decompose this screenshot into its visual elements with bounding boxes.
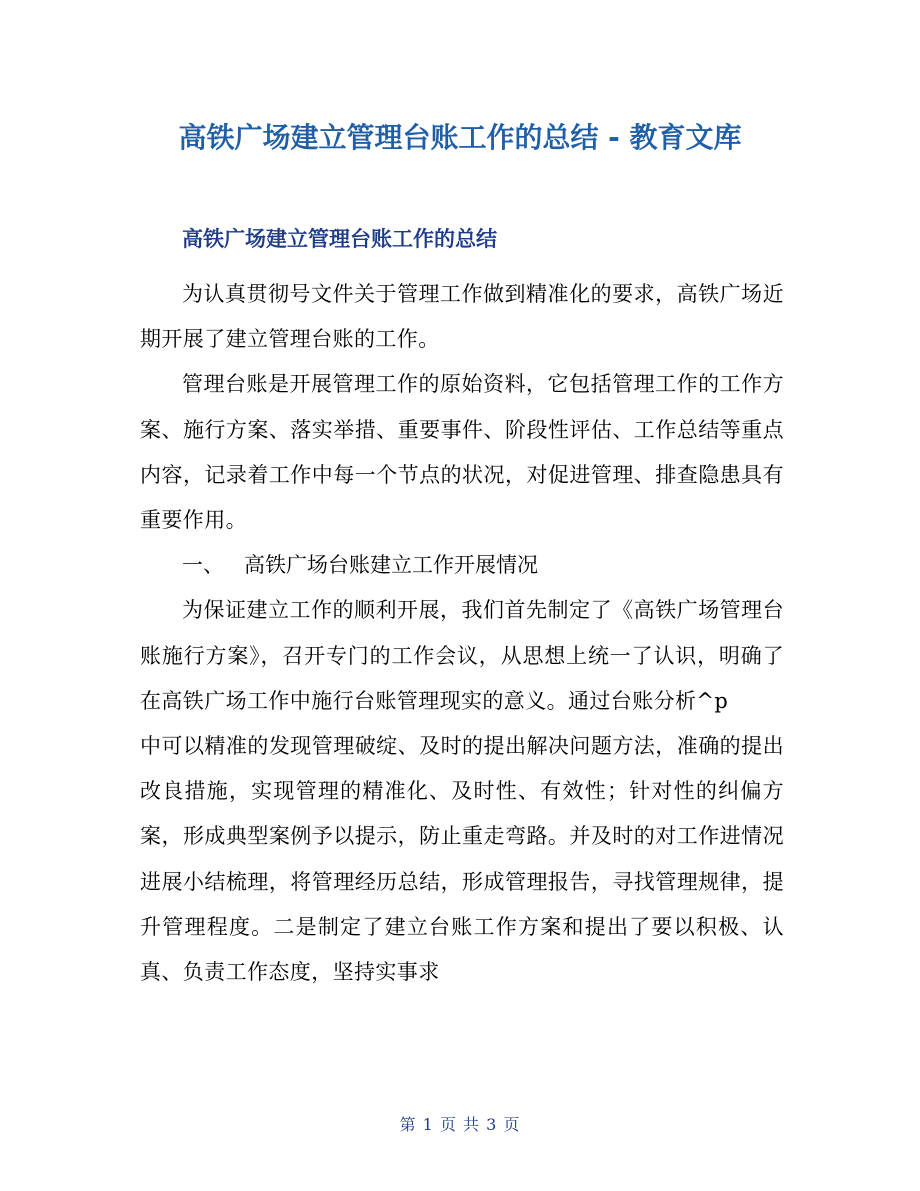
paragraph-section-body: 为保证建立工作的顺利开展，我们首先制定了《高铁广场管理台账施行方案》，召开专门的工作会议，从思想上统一了认识，明确了在高铁广场工作中施行台账管理现实的意义。通过台账分析^p (140, 598, 784, 713)
document-title: 高铁广场建立管理台账工作的总结 - 教育文库 (178, 121, 742, 154)
paragraph-intro: 为认真贯彻号文件关于管理工作做到精准化的要求，高铁广场近期开展了建立管理台账的工作。 (140, 282, 784, 352)
document-subtitle: 高铁广场建立管理台账工作的总结 (182, 227, 497, 251)
page-number-footer: 第 1 页 共 3 页 (399, 1115, 521, 1134)
section-title: 高铁广场台账建立工作开展情况 (244, 553, 538, 578)
paragraph-continuation: 中可以精准的发现管理破绽、及时的提出解决问题方法，准确的提出改良措施，实现管理的精准化、及时性、有效性；针对性的纠偏方案，形成典型案例予以提示，防止重走弯路。并及时的对工作进情况进展小结梳理，将管理经历总结，形成管理报告，寻找管理规律，提升管理程度。二是制定了建立台账工作方案和提出了要以积极、认真、负责工作态度，坚持实事求 (140, 734, 784, 985)
document-body (140, 218, 784, 995)
section-number: 一、 (182, 553, 224, 578)
section-heading (140, 543, 784, 588)
paragraph-ledger-definition: 管理台账是开展管理工作的原始资料，它包括管理工作的工作方案、施行方案、落实举措、重要事件、阶段性评估、工作总结等重点内容，记录着工作中每一个节点的状况，对促进管理、排查隐患具有重要作用。 (140, 372, 784, 533)
